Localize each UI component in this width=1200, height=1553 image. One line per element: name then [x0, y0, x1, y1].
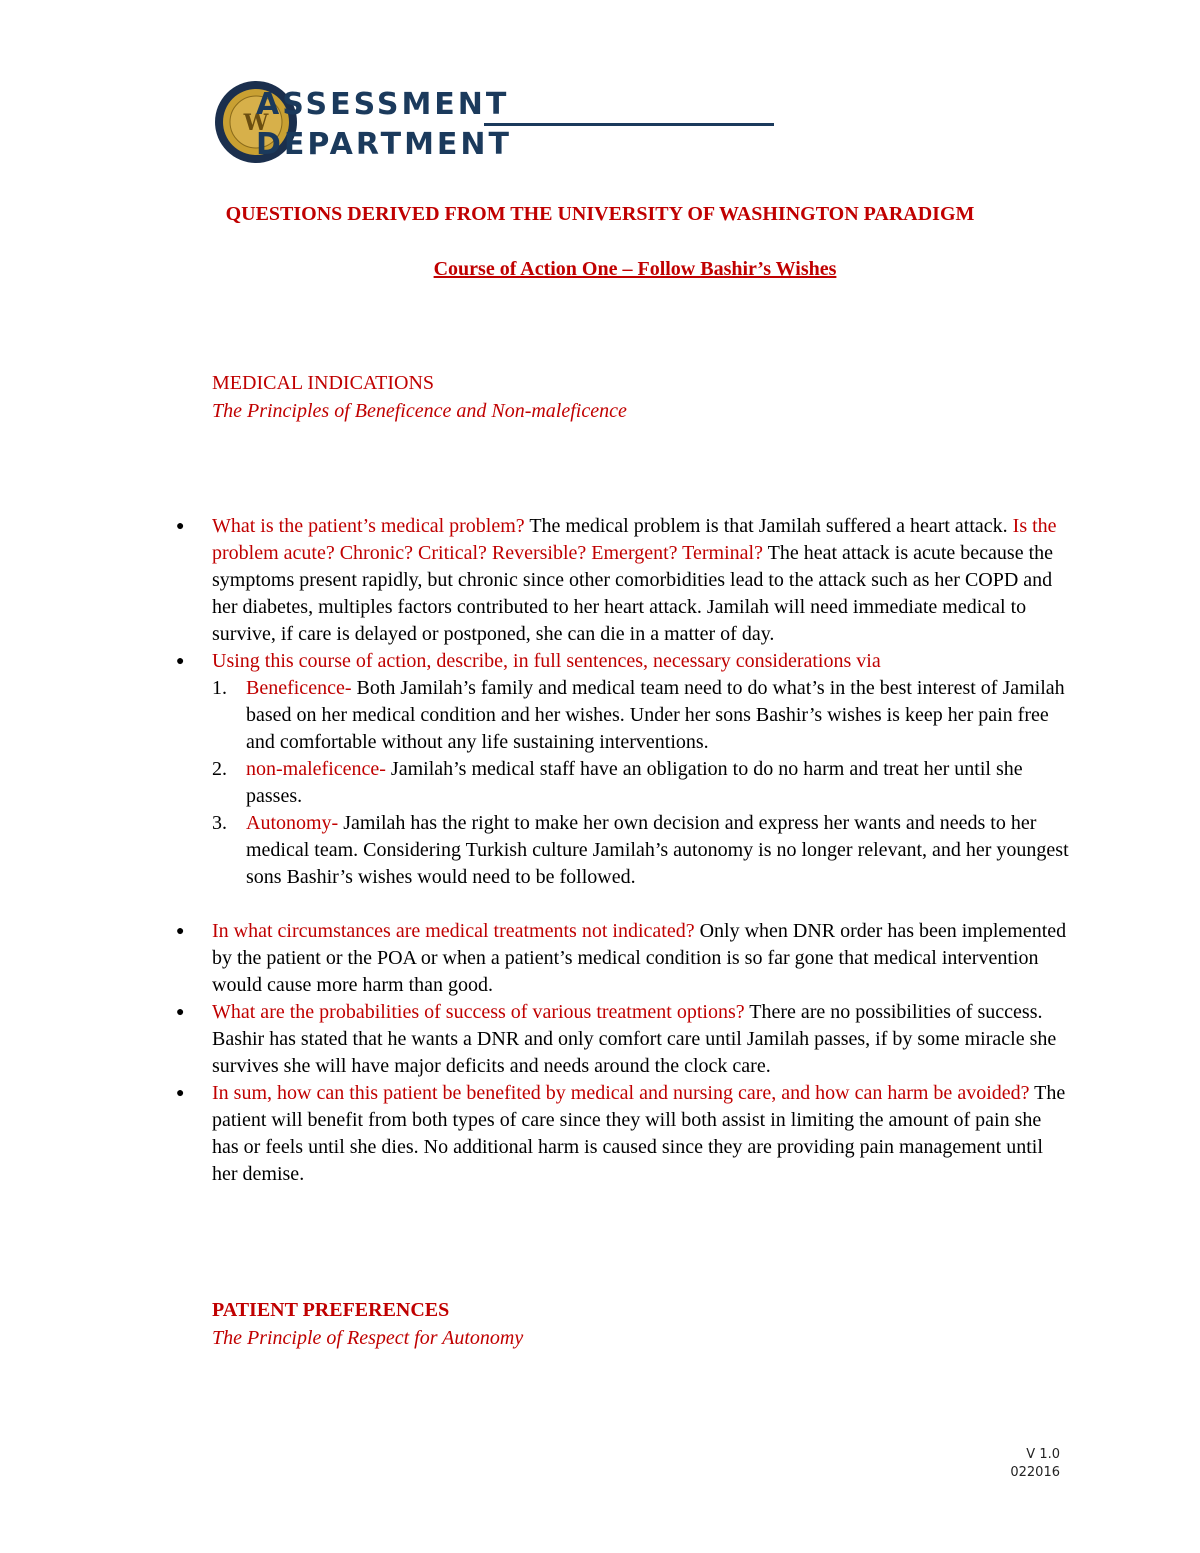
- consideration-text: Jamilah’s medical staff have an obligation to do no harm and treat her until she passes.: [246, 758, 1023, 807]
- patient-preferences-subheading: The Principle of Respect for Autonomy: [212, 1327, 524, 1349]
- bullet-icon: ●: [176, 519, 185, 534]
- consideration-number: 1.: [212, 677, 227, 699]
- list-item: [176, 918, 1072, 999]
- footer-version: [1010, 1446, 1060, 1482]
- logo-line-1: ASSESSMENT: [256, 87, 510, 122]
- question-text: In sum, how can this patient be benefited by medical and nursing care, and how can harm be avoided?: [212, 1082, 1030, 1104]
- bullet-icon: ●: [176, 924, 185, 939]
- version-label: V 1.0: [1026, 1447, 1060, 1462]
- consideration-text: Jamilah has the right to make her own decision and express her wants and needs to her medical team. Considering Turkish culture Jamilah’s autonomy is no longer relevant, and her youngest sons Bashir’s wishes would need to be followed.: [246, 812, 1069, 888]
- question-text: What are the probabilities of success of various treatment options?: [212, 1001, 745, 1023]
- medical-indications-subheading: The Principles of Beneficence and Non-maleficence: [212, 400, 627, 422]
- list-item: [176, 648, 1072, 675]
- list-item: [176, 513, 1072, 648]
- document-title: QUESTIONS DERIVED FROM THE UNIVERSITY OF WASHINGTON PARADIGM: [225, 203, 975, 225]
- patient-preferences-heading: PATIENT PREFERENCES: [212, 1299, 450, 1321]
- answer-text: The medical problem is that Jamilah suffered a heart attack.: [524, 515, 1013, 537]
- course-title: Course of Action One – Follow Bashir’s Wishes: [433, 258, 837, 280]
- medical-indications-heading: MEDICAL INDICATIONS: [212, 372, 435, 394]
- consideration-term: non-maleficence-: [246, 758, 386, 780]
- answer-text: The heat attack is acute because the symptoms present rapidly, but chronic since other comorbidities lead to the attack such as her COPD and her diabetes, multiples factors contributed to her heart attack. Jamilah will need immediate medical to survive, if care is delayed or postponed, she can die in a matter of day.: [212, 542, 1054, 645]
- consideration-term: Autonomy-: [246, 812, 339, 834]
- question-text: What is the patient’s medical problem?: [212, 515, 525, 537]
- bullet-icon: ●: [176, 1005, 185, 1020]
- consideration-item: [212, 675, 1072, 756]
- header-logo: [214, 80, 784, 170]
- question-text: In what circumstances are medical treatments not indicated?: [212, 920, 695, 942]
- answer-text: Only when DNR order has been implemented by the patient or the POA or when a patient’s medical condition is so far gone that medical intervention would cause more harm than good.: [212, 920, 1067, 996]
- consideration-item: [212, 810, 1072, 891]
- spacer: [212, 891, 1072, 918]
- version-code: 022016: [1010, 1465, 1060, 1480]
- consideration-term: Beneficence-: [246, 677, 352, 699]
- consideration-item: [212, 756, 1072, 810]
- list-item: [176, 1080, 1072, 1188]
- bullet-icon: ●: [176, 654, 185, 669]
- medical-indications-list: [176, 513, 1072, 1188]
- svg-text:W: W: [243, 110, 269, 136]
- logo-line-2: DEPARTMENT: [256, 127, 512, 162]
- answer-text: The patient will benefit from both types of care since they will both assist in limiting the amount of pain she has or feels until she dies. No additional harm is caused since they are providing pain management until her demise.: [212, 1082, 1066, 1185]
- answer-text: There are no possibilities of success. Bashir has stated that he wants a DNR and only comfort care until Jamilah passes, if by some miracle she survives she will have major deficits and needs around the clock care.: [212, 1001, 1057, 1077]
- consideration-number: 3.: [212, 812, 227, 834]
- question-text: Using this course of action, describe, in full sentences, necessary considerations via: [212, 650, 881, 672]
- consideration-text: Both Jamilah’s family and medical team need to do what’s in the best interest of Jamilah based on her medical condition and her wishes. Under her sons Bashir’s wishes is keep her pain free and comfortable without any life sustaining interventions.: [246, 677, 1065, 753]
- question-text: Is the problem acute? Chronic? Critical? Reversible? Emergent? Terminal?: [212, 515, 1057, 564]
- list-item: [176, 999, 1072, 1080]
- consideration-number: 2.: [212, 758, 227, 780]
- logo-rule: [484, 123, 774, 126]
- bullet-icon: ●: [176, 1086, 185, 1101]
